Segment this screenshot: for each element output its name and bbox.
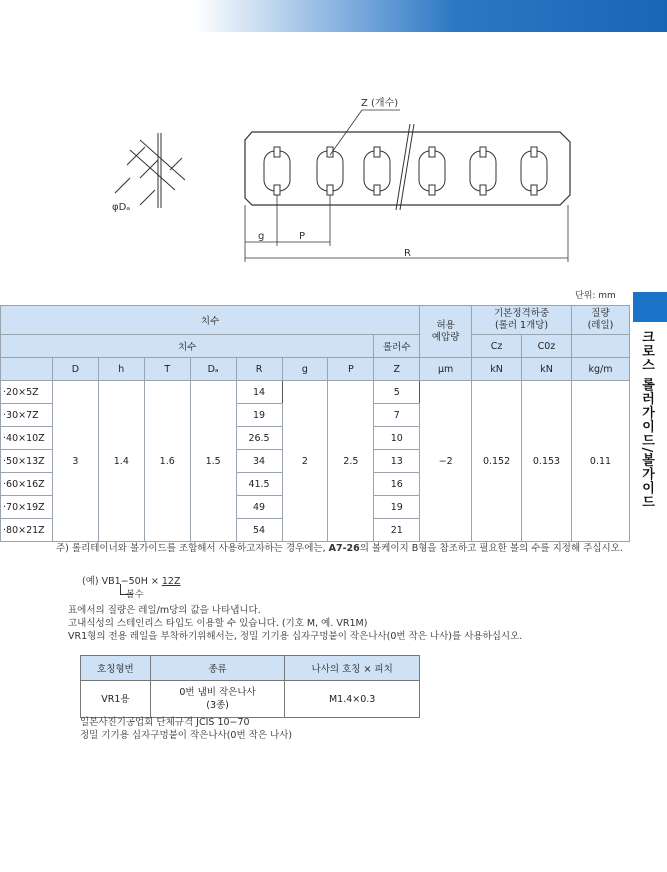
screw-pitch: M1.4×0.3	[285, 681, 420, 718]
header-tolerance: 허용 예압량	[420, 306, 472, 358]
value-R: 41.5	[236, 473, 282, 496]
value-R: 34	[236, 450, 282, 473]
value-tolerance: −2	[420, 381, 472, 542]
model-cell: ·70×19Z	[1, 496, 53, 519]
value-Z: 10	[374, 427, 420, 450]
header-mass: 질량 (레일)	[571, 306, 629, 335]
g-label: g	[258, 231, 265, 242]
col-D: D	[52, 358, 98, 381]
note-mass: 표에서의 질량은 레일/m당의 값을 나타냅니다.	[68, 605, 261, 616]
value-D: 3	[52, 381, 98, 542]
subheader-c0: C0z	[522, 335, 572, 358]
value-Z: 19	[374, 496, 420, 519]
value-P: 2.5	[328, 381, 374, 542]
col-h: h	[98, 358, 144, 381]
screw-table	[80, 655, 420, 718]
r-label: R	[404, 248, 411, 259]
note-ball-combination	[56, 542, 636, 556]
value-Da: 1.5	[190, 381, 236, 542]
note-screw: VR1형의 전용 레일을 부착하기위해서는, 정밀 기기용 십자구멍붙이 작은나사(0번 작은 나사)를 사용하십시오.	[68, 631, 523, 642]
note1-prefix: 주) 롤리테이너와 볼가이드를 조합해서 사용하고자하는 경우에는,	[56, 543, 329, 554]
note1-suffix: 의 볼케이지 B형을 참조하고 필요한 볼의 수를 지정해 주십시오.	[359, 543, 623, 554]
retainer-diagram	[0, 0, 667, 300]
screw-header-type: 종류	[150, 656, 285, 681]
notes-block	[68, 604, 522, 643]
value-Z: 13	[374, 450, 420, 473]
screw-type-line2: (3종)	[206, 700, 229, 711]
value-Z: 5	[374, 381, 420, 404]
unit-um: μm	[420, 358, 472, 381]
footnote-screw: 정밀 기기용 십자구멍붙이 작은나사(0번 작은 나사)	[80, 730, 293, 741]
p-label: P	[299, 231, 306, 242]
section-side-label: 크로스 롤러가이드/볼가이드	[639, 330, 654, 510]
screw-type	[150, 681, 285, 718]
unit-kn-2: kN	[522, 358, 572, 381]
example-ball-count: 12Z	[161, 576, 181, 587]
model-cell: ·40×10Z	[1, 427, 53, 450]
table-row	[81, 681, 420, 718]
screw-header-model: 호칭형번	[81, 656, 151, 681]
note-stainless: 고내식성의 스테인리스 타입도 이용할 수 있습니다. (기호 M, 예. VR1M)	[68, 618, 368, 629]
subheader-c: Cz	[472, 335, 522, 358]
value-c: 0.152	[472, 381, 522, 542]
col-R: R	[236, 358, 282, 381]
unit-kgm: kg/m	[571, 358, 629, 381]
dia-da-label: φDₐ	[112, 202, 131, 213]
model-cell: ·20×5Z	[1, 381, 53, 404]
unit-kn-1: kN	[472, 358, 522, 381]
value-R: 26.5	[236, 427, 282, 450]
value-T: 1.6	[144, 381, 190, 542]
model-cell: ·80×21Z	[1, 519, 53, 542]
table-row	[1, 381, 630, 404]
col-g: g	[282, 358, 328, 381]
value-Z: 21	[374, 519, 420, 542]
footnotes	[80, 716, 292, 742]
value-R: 54	[236, 519, 282, 542]
screw-type-line1: 0번 냄비 작은나사	[179, 687, 256, 698]
screw-header-pitch: 나사의 호칭 × 피치	[285, 656, 420, 681]
value-c0: 0.153	[522, 381, 572, 542]
subheader-mass-blank	[571, 335, 629, 358]
value-Z: 16	[374, 473, 420, 496]
break-lines	[396, 124, 414, 210]
model-cell: ·30×7Z	[1, 404, 53, 427]
col-T: T	[144, 358, 190, 381]
value-R: 49	[236, 496, 282, 519]
model-cell: ·50×13Z	[1, 450, 53, 473]
value-g: 2	[282, 381, 328, 542]
value-R: 19	[236, 404, 282, 427]
spec-table	[0, 305, 630, 542]
header-dimensions: 치수	[1, 306, 420, 335]
value-R: 14	[236, 381, 282, 404]
col-Z: Z	[374, 358, 420, 381]
unit-label: 단위: mm	[575, 291, 616, 301]
subheader-dimensions: 치수	[1, 335, 374, 358]
footnote-standard: 일본사진기공업회 단체규격 JCIS 10−70	[80, 717, 250, 728]
value-Z: 7	[374, 404, 420, 427]
header-load-rating: 기본정격하중 (롤러 1개당)	[472, 306, 572, 335]
z-label: Z (개수)	[361, 98, 399, 109]
side-view-drawing	[115, 133, 185, 208]
model-cell: ·60×16Z	[1, 473, 53, 496]
note1-reference[interactable]: A7-26	[328, 543, 360, 554]
value-mass: 0.11	[571, 381, 629, 542]
example-sub-label: 볼수	[126, 590, 144, 600]
value-h: 1.4	[98, 381, 144, 542]
example-prefix: (예) VB1−50H ×	[82, 576, 162, 587]
col-P: P	[328, 358, 374, 381]
screw-model: VR1용	[81, 681, 151, 718]
subheader-rollers: 롤러수	[374, 335, 420, 358]
col-Da: Dₐ	[190, 358, 236, 381]
col-model-blank	[1, 358, 53, 381]
